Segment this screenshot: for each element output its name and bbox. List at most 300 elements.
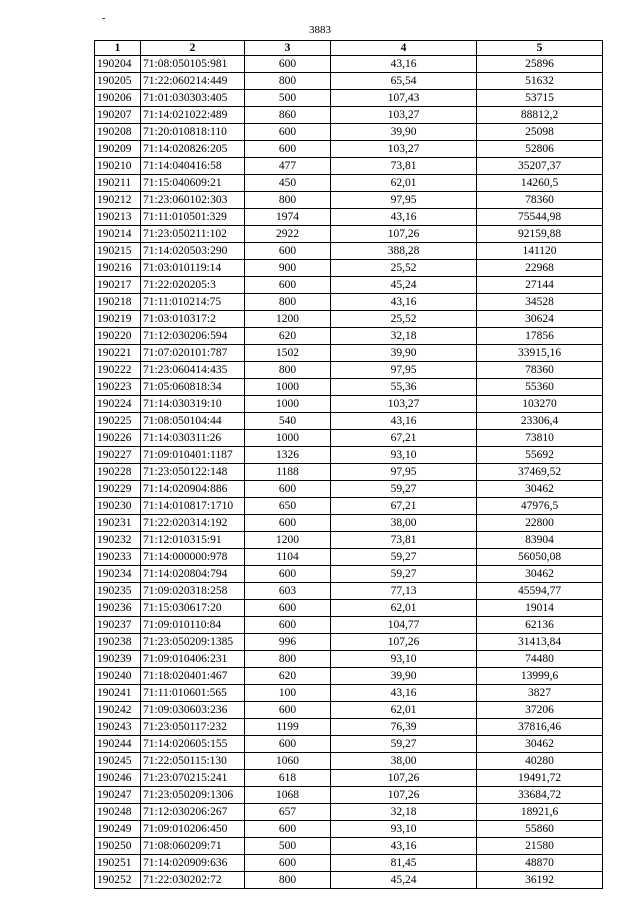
table-cell: 73810 — [477, 430, 603, 447]
table-cell: 71:14:020804:794 — [141, 566, 245, 583]
table-cell: 190222 — [95, 362, 141, 379]
table-cell: 190239 — [95, 651, 141, 668]
table-cell: 600 — [245, 855, 331, 872]
table-cell: 59,27 — [331, 481, 477, 498]
table-cell: 618 — [245, 770, 331, 787]
table-cell: 603 — [245, 583, 331, 600]
table-cell: 30462 — [477, 481, 603, 498]
table-cell: 190206 — [95, 90, 141, 107]
table-cell: 97,95 — [331, 464, 477, 481]
table-row — [95, 90, 603, 107]
table-cell: 18921,6 — [477, 804, 603, 821]
table-cell: 190219 — [95, 311, 141, 328]
table-cell: 71:03:010317:2 — [141, 311, 245, 328]
table-cell: 600 — [245, 617, 331, 634]
table-cell: 55360 — [477, 379, 603, 396]
table-cell: 31413,84 — [477, 634, 603, 651]
table-cell: 650 — [245, 498, 331, 515]
table-cell: 59,27 — [331, 736, 477, 753]
table-row — [95, 311, 603, 328]
table-cell: 35207,37 — [477, 158, 603, 175]
table-cell: 62136 — [477, 617, 603, 634]
table-row — [95, 702, 603, 719]
table-cell: 32,18 — [331, 328, 477, 345]
table-row — [95, 124, 603, 141]
table-cell: 1199 — [245, 719, 331, 736]
table-cell: 3827 — [477, 685, 603, 702]
table-row — [95, 362, 603, 379]
table-row — [95, 651, 603, 668]
table-cell: 190234 — [95, 566, 141, 583]
table-cell: 190221 — [95, 345, 141, 362]
header-row — [95, 41, 603, 56]
table-cell: 76,39 — [331, 719, 477, 736]
table-row — [95, 685, 603, 702]
table-cell: 450 — [245, 175, 331, 192]
table-cell: 37469,52 — [477, 464, 603, 481]
table-cell: 107,43 — [331, 90, 477, 107]
table-cell: 37206 — [477, 702, 603, 719]
table-cell: 45,24 — [331, 872, 477, 889]
table-cell: 190211 — [95, 175, 141, 192]
table-cell: 103,27 — [331, 396, 477, 413]
table-cell: 190223 — [95, 379, 141, 396]
column-header: 4 — [331, 41, 477, 56]
table-cell: 100 — [245, 685, 331, 702]
table-cell: 190214 — [95, 226, 141, 243]
table-cell: 600 — [245, 124, 331, 141]
table-row — [95, 192, 603, 209]
table-cell: 71:14:021022:489 — [141, 107, 245, 124]
table-cell: 55692 — [477, 447, 603, 464]
table-cell: 27144 — [477, 277, 603, 294]
table-cell: 71:23:070215:241 — [141, 770, 245, 787]
table-cell: 190207 — [95, 107, 141, 124]
table-cell: 600 — [245, 243, 331, 260]
page-number: 3883 — [309, 24, 331, 36]
table-row — [95, 260, 603, 277]
table-cell: 600 — [245, 277, 331, 294]
table-cell: 13999,6 — [477, 668, 603, 685]
table-row — [95, 294, 603, 311]
table-cell: 477 — [245, 158, 331, 175]
table-cell: 62,01 — [331, 600, 477, 617]
table-cell: 71:22:050115:130 — [141, 753, 245, 770]
table-row — [95, 464, 603, 481]
table-row — [95, 243, 603, 260]
table-cell: 30462 — [477, 566, 603, 583]
table-cell: 190241 — [95, 685, 141, 702]
table-cell: 30462 — [477, 736, 603, 753]
table-cell: 74480 — [477, 651, 603, 668]
table-cell: 81,45 — [331, 855, 477, 872]
table-cell: 190231 — [95, 515, 141, 532]
table-cell: 600 — [245, 600, 331, 617]
table-cell: 190216 — [95, 260, 141, 277]
table-cell: 71:15:040609:21 — [141, 175, 245, 192]
column-header: 1 — [95, 41, 141, 56]
table-cell: 1000 — [245, 396, 331, 413]
table-cell: 71:22:060214:449 — [141, 73, 245, 90]
table-cell: 620 — [245, 668, 331, 685]
table-cell: 71:14:020909:636 — [141, 855, 245, 872]
table-cell: 800 — [245, 362, 331, 379]
table-cell: 190247 — [95, 787, 141, 804]
table-cell: 43,16 — [331, 685, 477, 702]
table-cell: 190243 — [95, 719, 141, 736]
table-cell: 657 — [245, 804, 331, 821]
table-row — [95, 753, 603, 770]
table-cell: 17856 — [477, 328, 603, 345]
table-cell: 48870 — [477, 855, 603, 872]
table-cell: 73,81 — [331, 532, 477, 549]
table-cell: 800 — [245, 192, 331, 209]
table-cell: 800 — [245, 73, 331, 90]
table-header — [95, 41, 603, 56]
table-cell: 103,27 — [331, 107, 477, 124]
table-cell: 71:23:050209:1385 — [141, 634, 245, 651]
table-cell: 620 — [245, 328, 331, 345]
table-cell: 43,16 — [331, 413, 477, 430]
table-cell: 190252 — [95, 872, 141, 889]
table-cell: 43,16 — [331, 838, 477, 855]
table-cell: 52806 — [477, 141, 603, 158]
table-cell: 190240 — [95, 668, 141, 685]
table-cell: 71:08:050105:981 — [141, 56, 245, 73]
table-cell: 190220 — [95, 328, 141, 345]
table-cell: 71:12:010315:91 — [141, 532, 245, 549]
table-cell: 600 — [245, 736, 331, 753]
table-row — [95, 532, 603, 549]
table-cell: 190244 — [95, 736, 141, 753]
table-cell: 190227 — [95, 447, 141, 464]
table-cell: 71:14:010817:1710 — [141, 498, 245, 515]
table-cell: 71:23:050209:1306 — [141, 787, 245, 804]
table-cell: 1104 — [245, 549, 331, 566]
table-cell: 71:22:030202:72 — [141, 872, 245, 889]
table-row — [95, 226, 603, 243]
table-cell: 73,81 — [331, 158, 477, 175]
table-cell: 190236 — [95, 600, 141, 617]
table-cell: 34528 — [477, 294, 603, 311]
table-cell: 1188 — [245, 464, 331, 481]
table-body — [95, 56, 603, 889]
table-cell: 190229 — [95, 481, 141, 498]
table-cell: 71:23:050211:102 — [141, 226, 245, 243]
table-cell: 67,21 — [331, 498, 477, 515]
table-cell: 1000 — [245, 379, 331, 396]
table-cell: 43,16 — [331, 294, 477, 311]
table-cell: 25,52 — [331, 311, 477, 328]
table-row — [95, 481, 603, 498]
table-cell: 97,95 — [331, 192, 477, 209]
table-cell: 800 — [245, 872, 331, 889]
table-cell: 600 — [245, 141, 331, 158]
table-cell: 190242 — [95, 702, 141, 719]
table-cell: 22968 — [477, 260, 603, 277]
table-cell: 59,27 — [331, 566, 477, 583]
table-cell: 56050,08 — [477, 549, 603, 566]
table-cell: 71:01:030303:405 — [141, 90, 245, 107]
table-row — [95, 872, 603, 889]
table-cell: 71:09:010110:84 — [141, 617, 245, 634]
table-cell: 190248 — [95, 804, 141, 821]
table-cell: 500 — [245, 90, 331, 107]
table-cell: 600 — [245, 566, 331, 583]
column-header: 2 — [141, 41, 245, 56]
table-cell: 71:11:010601:565 — [141, 685, 245, 702]
table-cell: 71:09:010401:1187 — [141, 447, 245, 464]
table-cell: 71:14:040416:58 — [141, 158, 245, 175]
table-cell: 30624 — [477, 311, 603, 328]
table-cell: 190250 — [95, 838, 141, 855]
table-cell: 40280 — [477, 753, 603, 770]
table-cell: 540 — [245, 413, 331, 430]
table-row — [95, 855, 603, 872]
table-row — [95, 549, 603, 566]
table-row — [95, 345, 603, 362]
table-cell: 55,36 — [331, 379, 477, 396]
table-cell: 1502 — [245, 345, 331, 362]
table-row — [95, 175, 603, 192]
table-row — [95, 617, 603, 634]
table-cell: 1974 — [245, 209, 331, 226]
table-cell: 600 — [245, 821, 331, 838]
table-cell: 600 — [245, 56, 331, 73]
table-row — [95, 668, 603, 685]
table-cell: 190224 — [95, 396, 141, 413]
table-cell: 97,95 — [331, 362, 477, 379]
table-row — [95, 770, 603, 787]
table-cell: 190212 — [95, 192, 141, 209]
table-cell: 71:23:060102:303 — [141, 192, 245, 209]
table-cell: 75544,98 — [477, 209, 603, 226]
table-cell: 62,01 — [331, 175, 477, 192]
table-row — [95, 583, 603, 600]
table-cell: 600 — [245, 481, 331, 498]
table-cell: 62,01 — [331, 702, 477, 719]
table-cell: 800 — [245, 651, 331, 668]
table-cell: 25098 — [477, 124, 603, 141]
table-cell: 190249 — [95, 821, 141, 838]
table-row — [95, 736, 603, 753]
table-cell: 190225 — [95, 413, 141, 430]
table-row — [95, 141, 603, 158]
table-row — [95, 413, 603, 430]
table-cell: 59,27 — [331, 549, 477, 566]
scan-mark: - — [102, 13, 106, 24]
table-cell: 45,24 — [331, 277, 477, 294]
table-cell: 67,21 — [331, 430, 477, 447]
table-row — [95, 379, 603, 396]
table-cell: 37816,46 — [477, 719, 603, 736]
table-row — [95, 56, 603, 73]
table-cell: 71:22:020314:192 — [141, 515, 245, 532]
table-row — [95, 396, 603, 413]
table-cell: 190228 — [95, 464, 141, 481]
table-cell: 900 — [245, 260, 331, 277]
table-cell: 71:11:010214:75 — [141, 294, 245, 311]
table-cell: 71:14:020503:290 — [141, 243, 245, 260]
table-cell: 92159,88 — [477, 226, 603, 243]
table-cell: 190210 — [95, 158, 141, 175]
table-cell: 190218 — [95, 294, 141, 311]
table-row — [95, 600, 603, 617]
column-header: 3 — [245, 41, 331, 56]
table-cell: 71:09:030603:236 — [141, 702, 245, 719]
table-row — [95, 277, 603, 294]
table-cell: 65,54 — [331, 73, 477, 90]
table-row — [95, 209, 603, 226]
table-cell: 14260,5 — [477, 175, 603, 192]
table-cell: 600 — [245, 515, 331, 532]
data-table — [94, 40, 603, 889]
table-cell: 71:14:030319:10 — [141, 396, 245, 413]
table-cell: 39,90 — [331, 668, 477, 685]
table-row — [95, 634, 603, 651]
table-cell: 190209 — [95, 141, 141, 158]
table-cell: 996 — [245, 634, 331, 651]
table-cell: 107,26 — [331, 770, 477, 787]
table-cell: 71:18:020401:467 — [141, 668, 245, 685]
table-row — [95, 328, 603, 345]
table-cell: 1060 — [245, 753, 331, 770]
table-cell: 190217 — [95, 277, 141, 294]
table-cell: 71:11:010501:329 — [141, 209, 245, 226]
table-cell: 47976,5 — [477, 498, 603, 515]
table-cell: 71:23:050117:232 — [141, 719, 245, 736]
table-cell: 1326 — [245, 447, 331, 464]
table-cell: 1068 — [245, 787, 331, 804]
table-cell: 71:14:020904:886 — [141, 481, 245, 498]
table-cell: 500 — [245, 838, 331, 855]
table-cell: 78360 — [477, 192, 603, 209]
table-cell: 190213 — [95, 209, 141, 226]
table-cell: 93,10 — [331, 821, 477, 838]
table-cell: 71:08:050104:44 — [141, 413, 245, 430]
table-cell: 1200 — [245, 311, 331, 328]
table-cell: 33684,72 — [477, 787, 603, 804]
table-cell: 2922 — [245, 226, 331, 243]
table-cell: 860 — [245, 107, 331, 124]
table-cell: 71:23:050122:148 — [141, 464, 245, 481]
table-cell: 71:09:010206:450 — [141, 821, 245, 838]
table-cell: 19014 — [477, 600, 603, 617]
table-cell: 71:14:020826:205 — [141, 141, 245, 158]
table-cell: 23306,4 — [477, 413, 603, 430]
table-row — [95, 821, 603, 838]
table-cell: 71:05:060818:34 — [141, 379, 245, 396]
table-cell: 190238 — [95, 634, 141, 651]
table-cell: 43,16 — [331, 209, 477, 226]
table-cell: 38,00 — [331, 515, 477, 532]
table-row — [95, 447, 603, 464]
table-cell: 19491,72 — [477, 770, 603, 787]
table-cell: 71:15:030617:20 — [141, 600, 245, 617]
table-cell: 107,26 — [331, 634, 477, 651]
table-cell: 51632 — [477, 73, 603, 90]
table-cell: 190226 — [95, 430, 141, 447]
table-cell: 39,90 — [331, 124, 477, 141]
table-row — [95, 73, 603, 90]
table-cell: 190245 — [95, 753, 141, 770]
table-row — [95, 719, 603, 736]
table-cell: 190230 — [95, 498, 141, 515]
table-cell: 190246 — [95, 770, 141, 787]
table-cell: 190251 — [95, 855, 141, 872]
table-cell: 600 — [245, 702, 331, 719]
table-cell: 107,26 — [331, 787, 477, 804]
table-cell: 190233 — [95, 549, 141, 566]
table-row — [95, 787, 603, 804]
table-cell: 800 — [245, 294, 331, 311]
table-cell: 55860 — [477, 821, 603, 838]
table-cell: 77,13 — [331, 583, 477, 600]
table-row — [95, 804, 603, 821]
table-cell: 104,77 — [331, 617, 477, 634]
table-cell: 1000 — [245, 430, 331, 447]
table-cell: 71:23:060414:435 — [141, 362, 245, 379]
table-cell: 71:09:020318:258 — [141, 583, 245, 600]
table-cell: 78360 — [477, 362, 603, 379]
table-cell: 190205 — [95, 73, 141, 90]
column-header: 5 — [477, 41, 603, 56]
table-cell: 25896 — [477, 56, 603, 73]
table-cell: 25,52 — [331, 260, 477, 277]
table-cell: 1200 — [245, 532, 331, 549]
table-cell: 71:07:020101:787 — [141, 345, 245, 362]
table-cell: 141120 — [477, 243, 603, 260]
table-cell: 190232 — [95, 532, 141, 549]
table-cell: 190204 — [95, 56, 141, 73]
table-cell: 103,27 — [331, 141, 477, 158]
table-row — [95, 566, 603, 583]
table-cell: 107,26 — [331, 226, 477, 243]
table-cell: 71:12:030206:594 — [141, 328, 245, 345]
table-cell: 71:09:010406:231 — [141, 651, 245, 668]
table-cell: 43,16 — [331, 56, 477, 73]
table-cell: 36192 — [477, 872, 603, 889]
table-cell: 93,10 — [331, 447, 477, 464]
table-cell: 33915,16 — [477, 345, 603, 362]
table-row — [95, 515, 603, 532]
table-cell: 190235 — [95, 583, 141, 600]
table-cell: 71:20:010818:110 — [141, 124, 245, 141]
table-cell: 190208 — [95, 124, 141, 141]
table-cell: 71:12:030206:267 — [141, 804, 245, 821]
table-row — [95, 838, 603, 855]
table-cell: 190237 — [95, 617, 141, 634]
table-cell: 71:22:020205:3 — [141, 277, 245, 294]
table-cell: 32,18 — [331, 804, 477, 821]
table-cell: 190215 — [95, 243, 141, 260]
table-cell: 71:14:020605:155 — [141, 736, 245, 753]
table-row — [95, 498, 603, 515]
table-cell: 21580 — [477, 838, 603, 855]
table-cell: 38,00 — [331, 753, 477, 770]
table-cell: 53715 — [477, 90, 603, 107]
table-cell: 71:08:060209:71 — [141, 838, 245, 855]
table-row — [95, 107, 603, 124]
table-cell: 103270 — [477, 396, 603, 413]
table-cell: 83904 — [477, 532, 603, 549]
table-cell: 71:14:030311:26 — [141, 430, 245, 447]
table-cell: 39,90 — [331, 345, 477, 362]
table-cell: 93,10 — [331, 651, 477, 668]
table-row — [95, 430, 603, 447]
table-cell: 22800 — [477, 515, 603, 532]
table-cell: 71:14:000000:978 — [141, 549, 245, 566]
